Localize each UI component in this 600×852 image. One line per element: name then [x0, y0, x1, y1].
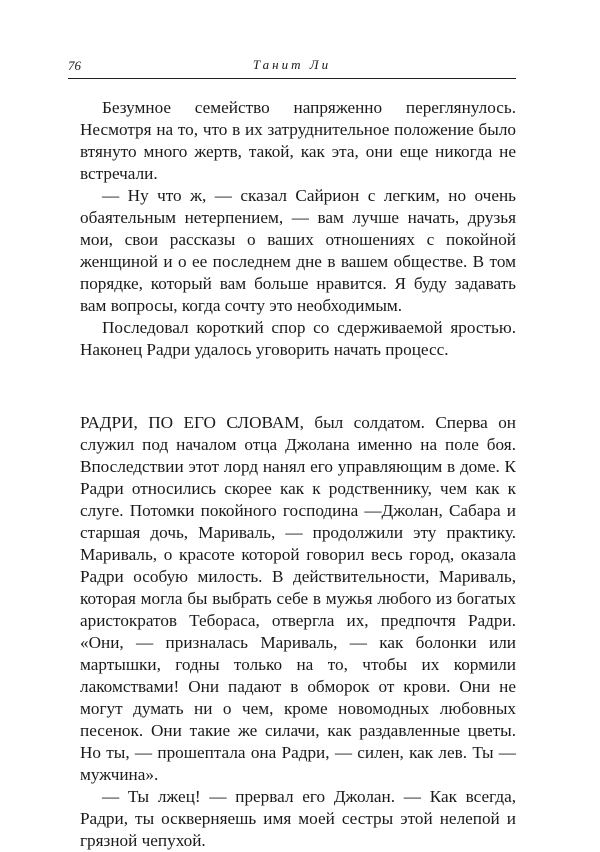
running-header: [68, 56, 516, 79]
paragraph: РАДРИ, ПО ЕГО СЛОВАМ, был солдатом. Сперва он служил под началом отца Джолана именно на поле боя. Впоследствии этот лорд нанял его управляющим в доме. К Радри относились скорее как к родственнику, чем как к слуге. Потомки покойного господина —Джолан, Сабара и старшая дочь, Мариваль, — продолжили эту практику. Мариваль, о красоте которой говорил весь город, оказала Радри особую милость. В действительности, Мариваль, которая могла бы выбрать себе в мужья любого из богатых аристократов Теборaca, отвергла их, предпочтя Радри. «Они, — призналась Мариваль, — как болонки или мартышки, годны только на то, чтобы их кормили лакомствами! Они падают в обморок от крови. Они не могут думать ни о чем, кроме новомодных любовных песенок. Они такие же силачи, как раздавленные цветы. Но ты, — прошептала она Радри, — силен, как лев. Ты — мужчина».: [80, 413, 516, 784]
page-number: 76: [68, 58, 81, 73]
text-block-1: [80, 97, 516, 361]
paragraph: Последовал короткий спор со сдерживаемой яростью. Наконец Радри удалось уговорить начать процесс.: [80, 318, 516, 359]
paragraph: — Ну что ж, — сказал Сайрион с легким, но очень обаятельным нетерпением, — вам лучше начать, друзья мои, свои рассказы о ваших отношениях с покойной женщиной и о ее последнем дне в вашем обществе. В том порядке, который вам больше нравится. Я буду задавать вам вопросы, когда сочту это необходимым.: [80, 186, 516, 315]
text-block-2: [80, 412, 516, 852]
paragraph: — Ты лжец! — прервал его Джолан. — Как всегда, Радри, ты оскверняешь имя моей сестры этой нелепой и грязной чепухой.: [80, 787, 516, 850]
paragraph: Безумное семейство напряженно переглянулось. Несмотря на то, что в их затруднительное положение было втянуто много жертв, такой, как эта, они еще никогда не встречали.: [80, 98, 516, 183]
running-title: Танит Ли: [252, 57, 332, 72]
